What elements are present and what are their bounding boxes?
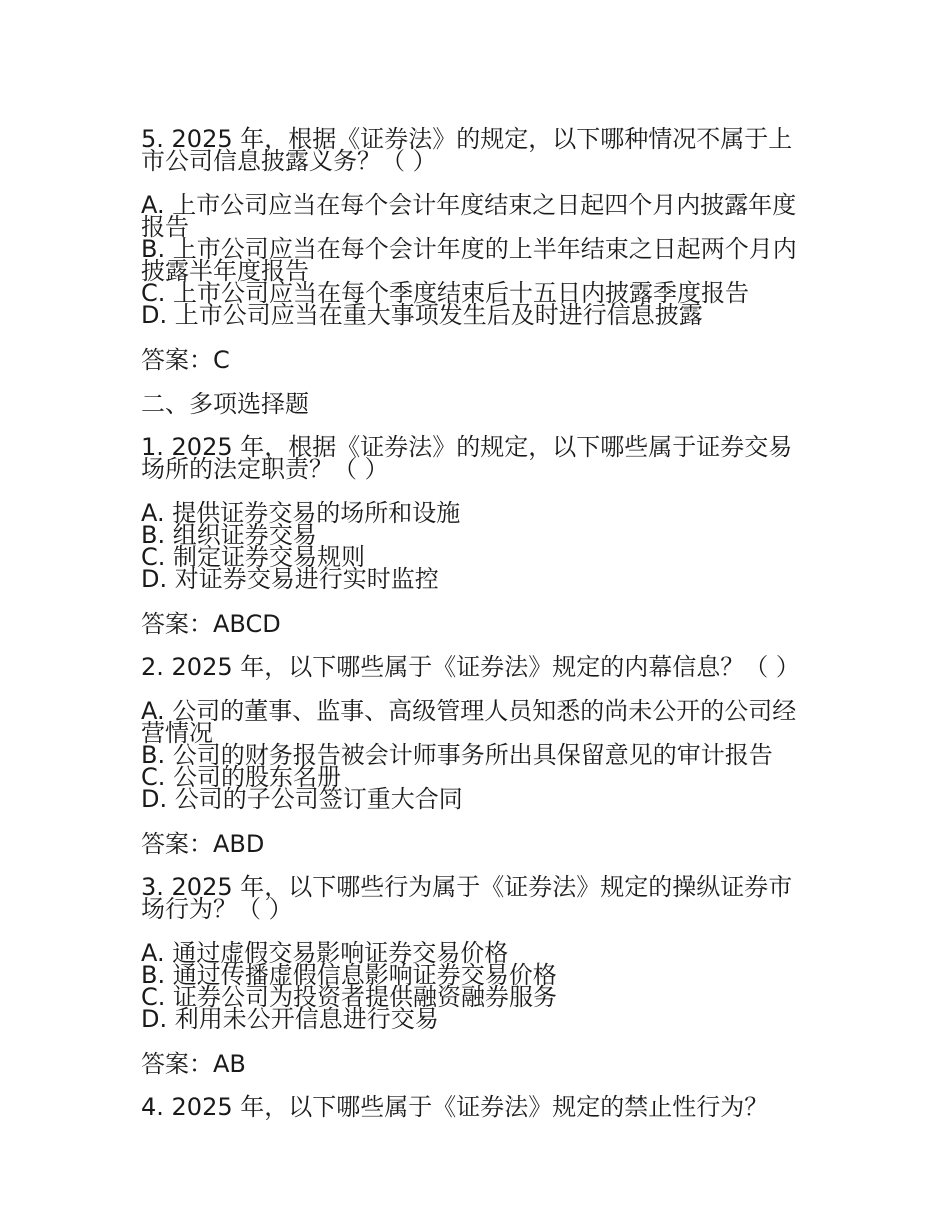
option-list — [141, 499, 813, 593]
option-a: A. 上市公司应当在每个会计年度结束之日起四个月内披露年度报告 — [141, 191, 797, 241]
option-list — [141, 939, 813, 1033]
question-stem: 5. 2025 年，根据《证券法》的规定，以下哪种情况不属于上市公司信息披露义务？（ ） — [141, 125, 793, 175]
option-b: B. 上市公司应当在每个会计年度的上半年结束之日起两个月内披露半年度报告 — [141, 235, 797, 285]
option-list — [141, 697, 813, 813]
answer: 答案：ABD — [141, 830, 265, 858]
option-b: B. 组织证券交易 — [141, 521, 317, 549]
option-b: B. 公司的财务报告被会计师事务所出具保留意见的审计报告 — [141, 741, 773, 769]
question-stem: 3. 2025 年，以下哪些行为属于《证券法》规定的操纵证券市场行为？（ ） — [141, 873, 793, 923]
section-title: 二、多项选择题 — [141, 390, 309, 418]
answer: 答案：C — [141, 346, 230, 374]
option-d: D. 公司的子公司签订重大合同 — [141, 785, 463, 813]
question-stem: 2. 2025 年，以下哪些属于《证券法》规定的内幕信息？（ ） — [141, 653, 800, 681]
question-stem: 1. 2025 年，根据《证券法》的规定，以下哪些属于证券交易场所的法定职责？（ ） — [141, 433, 793, 483]
option-a: A. 通过虚假交易影响证券交易价格 — [141, 939, 509, 967]
question-m4 — [141, 1093, 813, 1121]
option-d: D. 对证券交易进行实时监控 — [141, 565, 439, 593]
question-stem: 4. 2025 年，以下哪些属于《证券法》规定的禁止性行为？ — [141, 1093, 769, 1121]
option-c: C. 上市公司应当在每个季度结束后十五日内披露季度报告 — [141, 279, 750, 307]
question-5 — [141, 125, 813, 374]
option-d: D. 利用未公开信息进行交易 — [141, 1005, 439, 1033]
answer: 答案：AB — [141, 1050, 246, 1078]
question-m2 — [141, 653, 813, 858]
question-m1 — [141, 433, 813, 638]
option-a: A. 提供证券交易的场所和设施 — [141, 499, 461, 527]
option-d: D. 上市公司应当在重大事项发生后及时进行信息披露 — [141, 301, 703, 329]
question-m3 — [141, 873, 813, 1078]
option-c: C. 制定证券交易规则 — [141, 543, 366, 571]
document-page — [141, 125, 813, 1121]
option-list — [141, 191, 813, 329]
option-c: C. 公司的股东名册 — [141, 763, 342, 791]
option-b: B. 通过传播虚假信息影响证券交易价格 — [141, 961, 557, 989]
answer: 答案：ABCD — [141, 610, 281, 638]
option-c: C. 证券公司为投资者提供融资融券服务 — [141, 983, 558, 1011]
option-a: A. 公司的董事、监事、高级管理人员知悉的尚未公开的公司经营情况 — [141, 697, 797, 747]
